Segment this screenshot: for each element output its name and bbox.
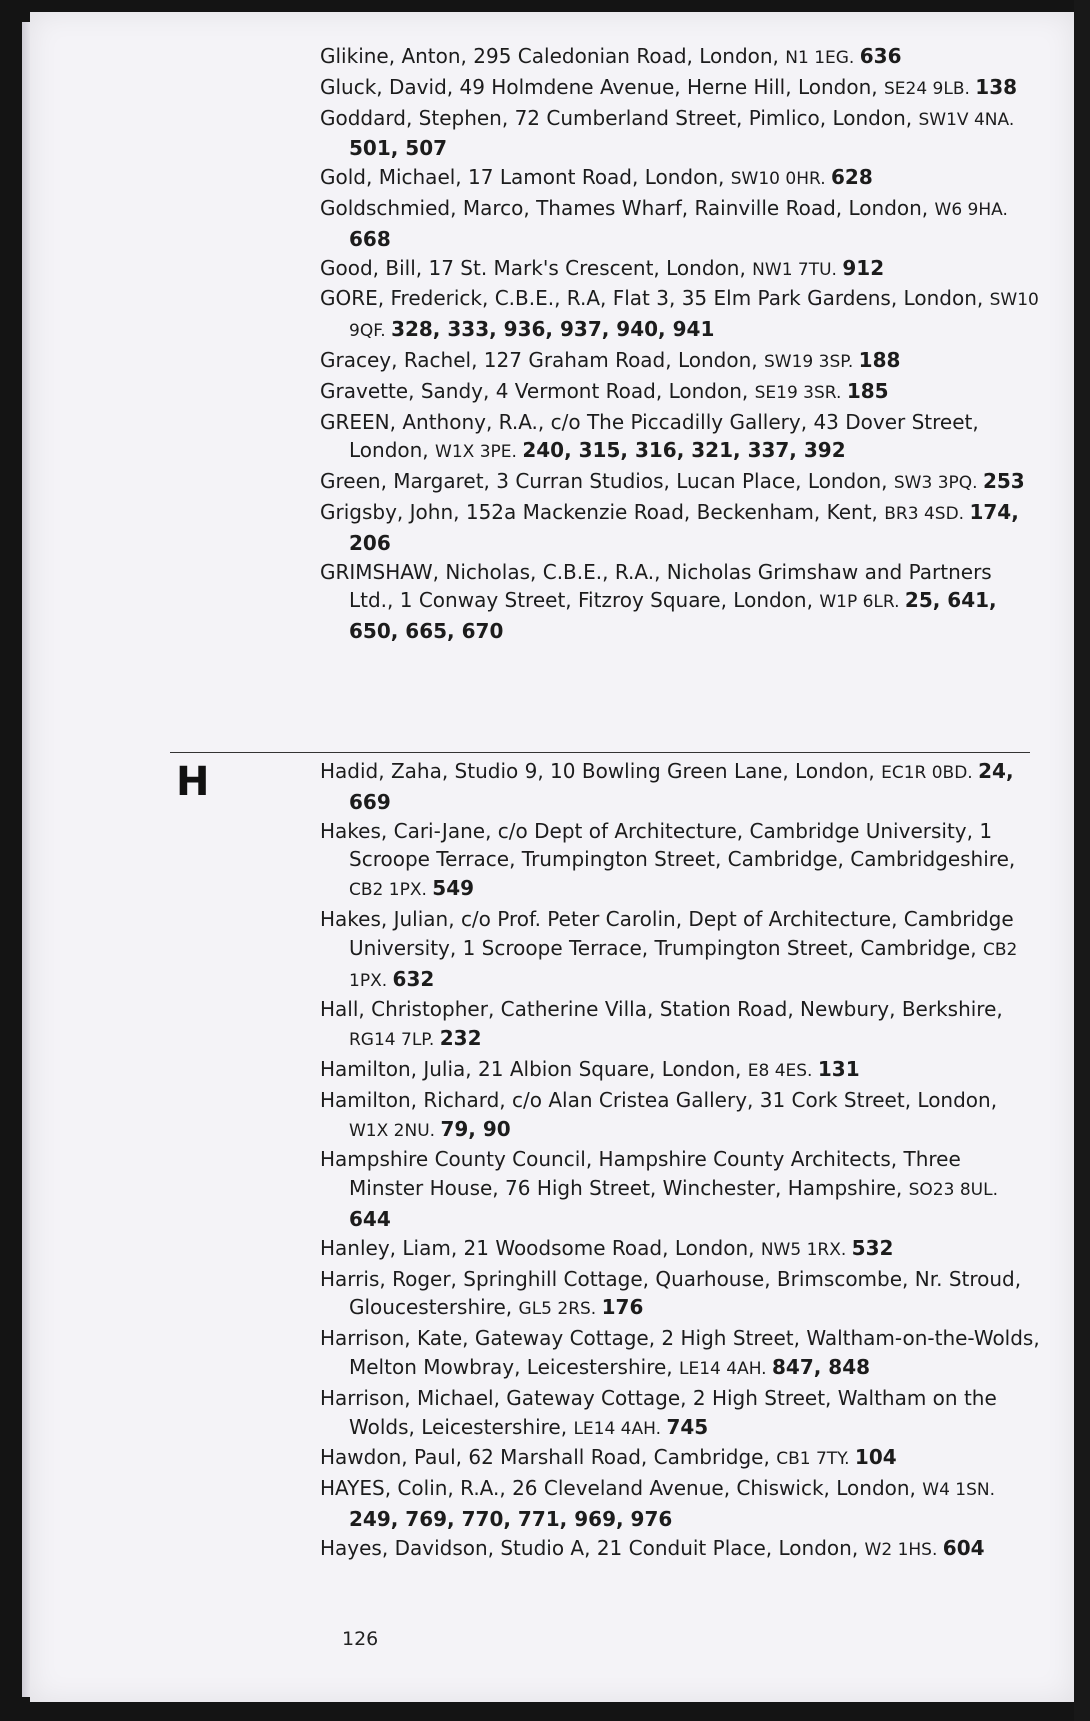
entry-postcode: CB2 1PX. <box>349 880 433 901</box>
entry-text: Hall, Christopher, Catherine Villa, Station Road, Newbury, Berkshire, <box>320 997 1003 1022</box>
entry-postcode: CB2 1PX. <box>349 939 1018 991</box>
entry-text: Gracey, Rachel, 127 Graham Road, London, <box>320 347 764 372</box>
entry-pages: 188 <box>858 347 901 372</box>
entry-postcode: EC1R 0BD. <box>881 763 979 783</box>
entry-pages: 249, 769, 770, 771, 969, 976 <box>349 1506 673 1531</box>
entry-pages: 185 <box>846 378 889 403</box>
entry-postcode: NW5 1RX. <box>760 1239 852 1260</box>
entry-pages: 79, 90 <box>440 1116 511 1141</box>
entry-text: Harrison, Michael, Gateway Cottage, 2 High Street, Waltham on the Wolds, Leicestershire, <box>320 1385 997 1439</box>
entry-pages: 532 <box>851 1235 894 1260</box>
entry-postcode: W1P 6LR. <box>819 592 905 613</box>
index-entry <box>320 1384 1040 1444</box>
entry-postcode: SW10 9QF. <box>349 290 1039 342</box>
index-entry <box>320 1234 1040 1265</box>
entry-pages: 138 <box>975 74 1018 99</box>
index-entry <box>320 284 1040 346</box>
page-number: 126 <box>342 1628 379 1650</box>
entry-pages: 912 <box>842 255 885 280</box>
entry-pages: 25, 641, 650, 665, 670 <box>349 588 997 644</box>
index-entry <box>320 73 1040 104</box>
index-entry <box>320 1443 1040 1474</box>
entry-pages: 24, 669 <box>349 759 1014 814</box>
index-entry <box>320 254 1040 285</box>
entry-text: Green, Margaret, 3 Curran Studios, Lucan Place, London, <box>320 469 894 494</box>
index-entry <box>320 558 1040 646</box>
entry-postcode: GL5 2RS. <box>518 1299 602 1320</box>
entry-text: Hakes, Cari-Jane, c/o Dept of Architecture, Cambridge University, 1 Scroope Terrace, Trumpington Street, Cambridge, Cambridgeshire, <box>320 818 1016 872</box>
index-entry <box>320 995 1040 1055</box>
entry-postcode: SE19 3SR. <box>754 382 847 403</box>
entry-text: Harris, Roger, Springhill Cottage, Quarhouse, Brimscombe, Nr. Stroud, Gloucestershire, <box>320 1266 1022 1320</box>
entry-text: Hakes, Julian, c/o Prof. Peter Carolin, Dept of Architecture, Cambridge University, 1 Scroope Terrace, Trumpington Street, Cambridge, <box>320 906 1014 960</box>
entry-postcode: E8 4ES. <box>747 1060 818 1081</box>
entry-postcode: CB1 7TY. <box>776 1449 855 1470</box>
entry-text: Gluck, David, 49 Holmdene Avenue, Herne Hill, London, <box>320 74 884 99</box>
entry-text: Hamilton, Julia, 21 Albion Square, London, <box>320 1056 748 1081</box>
entry-text: Grigsby, John, 152a Mackenzie Road, Beckenham, Kent, <box>320 499 885 524</box>
index-entry <box>320 377 1040 408</box>
index-entry <box>320 757 1040 817</box>
section-g-entries <box>320 42 1040 646</box>
entry-pages: 104 <box>854 1445 897 1470</box>
entry-pages: 628 <box>831 165 873 190</box>
entry-postcode: NW1 7TU. <box>752 259 843 280</box>
index-entry <box>320 346 1040 377</box>
entry-postcode: SO23 8UL. <box>908 1180 998 1201</box>
entry-postcode: N1 1EG. <box>785 48 860 68</box>
entry-text: Hamilton, Richard, c/o Alan Cristea Gallery, 31 Cork Street, London, <box>320 1087 998 1112</box>
entry-pages: 604 <box>942 1535 985 1560</box>
entry-text: Harrison, Kate, Gateway Cottage, 2 High Street, Waltham-on-the-Wolds, Melton Mowbray, Leicestershire, <box>320 1326 1040 1379</box>
entry-pages: 176 <box>601 1295 644 1320</box>
entry-postcode: LE14 4AH. <box>573 1418 667 1439</box>
index-entry <box>320 104 1040 164</box>
index-entry <box>320 1265 1040 1325</box>
section-letter: H <box>176 759 210 805</box>
entry-postcode: SW19 3SP. <box>764 351 859 372</box>
index-entry <box>320 1324 1040 1384</box>
entry-pages: 501, 507 <box>349 136 448 161</box>
index-entry <box>320 1055 1040 1086</box>
entry-pages: 232 <box>439 1026 482 1051</box>
entry-pages: 632 <box>392 966 435 991</box>
entry-pages: 549 <box>432 876 475 901</box>
section-divider <box>170 752 1030 753</box>
entry-text: Hampshire County Council, Hampshire County Architects, Three Minster House, 76 High Street, Winchester, Hampshire, <box>320 1147 961 1201</box>
entry-postcode: LE14 4AH. <box>679 1358 772 1379</box>
section-h-entries <box>320 757 1040 1565</box>
entry-postcode: SW1V 4NA. <box>918 109 1015 130</box>
entry-postcode: SE24 9LB. <box>883 78 976 99</box>
index-entry <box>320 1474 1040 1534</box>
entry-text: Hawdon, Paul, 62 Marshall Road, Cambridge, <box>320 1445 777 1470</box>
entry-pages: 644 <box>349 1206 391 1231</box>
index-entry <box>320 1145 1040 1233</box>
index-entry <box>320 1534 1040 1565</box>
entry-text: Good, Bill, 17 St. Mark's Crescent, London, <box>320 255 753 280</box>
entry-pages: 174, 206 <box>349 499 1019 555</box>
entry-pages: 131 <box>817 1056 860 1081</box>
entry-text: GRIMSHAW, Nicholas, C.B.E., R.A., Nicholas Grimshaw and Partners Ltd., 1 Conway Street, Fitzroy Square, London, <box>320 559 992 613</box>
entry-pages: 745 <box>666 1414 709 1439</box>
entry-text: Goldschmied, Marco, Thames Wharf, Rainville Road, London, <box>320 195 935 220</box>
index-entry <box>320 467 1040 498</box>
index-entry <box>320 194 1040 254</box>
index-entry <box>320 498 1040 558</box>
entry-text: GORE, Frederick, C.B.E., R.A, Flat 3, 35 Elm Park Gardens, London, <box>320 286 990 311</box>
entry-postcode: W4 1SN. <box>922 1480 996 1501</box>
page-edge-right <box>1074 0 1090 1721</box>
entry-postcode: SW10 0HR. <box>730 169 831 190</box>
entry-pages: 847, 848 <box>772 1354 871 1379</box>
entry-pages: 328, 333, 936, 937, 940, 941 <box>391 317 715 342</box>
entry-pages: 240, 315, 316, 321, 337, 392 <box>522 438 846 463</box>
index-entry <box>320 1086 1040 1146</box>
index-entry <box>320 42 1040 73</box>
entry-text: Glikine, Anton, 295 Caledonian Road, London, <box>320 44 786 68</box>
entry-text: GREEN, Anthony, R.A., c/o The Piccadilly Gallery, 43 Dover Street, London, <box>320 409 979 463</box>
entry-pages: 253 <box>982 469 1025 494</box>
entry-postcode: RG14 7LP. <box>349 1030 440 1051</box>
entry-postcode: W1X 3PE. <box>435 442 523 463</box>
entry-text: Hayes, Davidson, Studio A, 21 Conduit Place, London, <box>320 1535 865 1560</box>
index-entry <box>320 905 1040 995</box>
index-entry <box>320 408 1040 468</box>
index-entry <box>320 817 1040 905</box>
entry-postcode: W2 1HS. <box>864 1539 943 1560</box>
index-entry <box>320 163 1040 194</box>
entry-postcode: W1X 2NU. <box>349 1120 441 1141</box>
entry-postcode: SW3 3PQ. <box>893 473 983 494</box>
entry-pages: 636 <box>859 44 902 68</box>
entry-text: HAYES, Colin, R.A., 26 Cleveland Avenue, Chiswick, London, <box>320 1476 923 1501</box>
entry-text: Hanley, Liam, 21 Woodsome Road, London, <box>320 1235 761 1260</box>
entry-postcode: BR3 4SD. <box>884 503 970 524</box>
entry-pages: 668 <box>349 226 391 251</box>
entry-text: Gravette, Sandy, 4 Vermont Road, London, <box>320 378 755 403</box>
entry-text: Hadid, Zaha, Studio 9, 10 Bowling Green Lane, London, <box>320 759 882 783</box>
entry-text: Gold, Michael, 17 Lamont Road, London, <box>320 165 731 190</box>
entry-text: Goddard, Stephen, 72 Cumberland Street, Pimlico, London, <box>320 105 919 130</box>
entry-postcode: W6 9HA. <box>934 199 1008 220</box>
